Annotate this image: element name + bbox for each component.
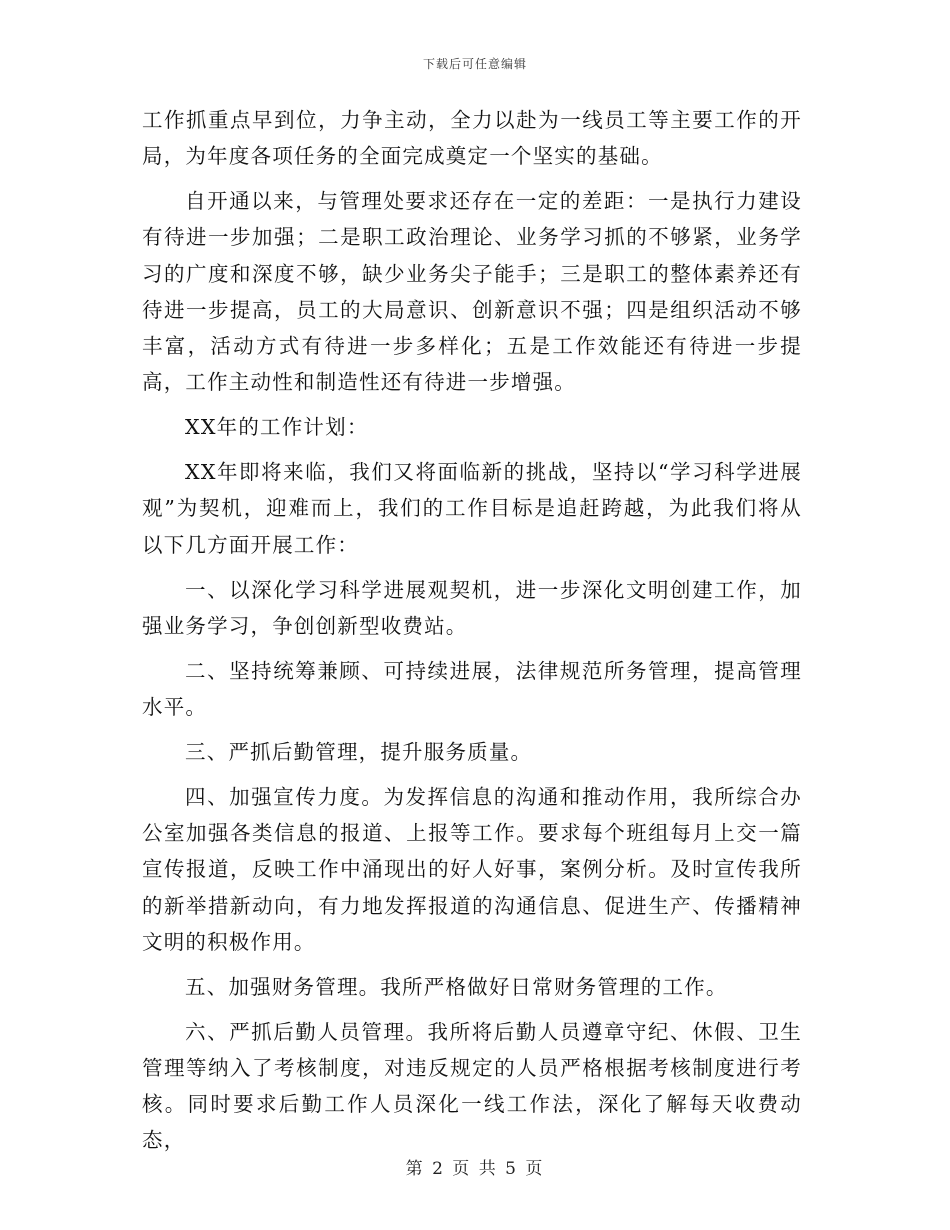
paragraph-10: 六、严抓后勤人员管理。我所将后勤人员遵章守纪、休假、卫生管理等纳入了考核制度，对违反规定的人员严格根据考核制度进行考核。同时要求后勤工作人员深化一线工作法，深化了解每天收费动态，	[142, 1019, 802, 1153]
paragraph-5: 一、以深化学习科学进展观契机，进一步深化文明创建工作，加强业务学习，争创创新型收费站。	[142, 577, 802, 638]
page-header-note: 下载后可任意编辑	[422, 57, 527, 71]
paragraph-3: XX年的工作计划：	[185, 415, 369, 440]
paragraph-2: 自开通以来，与管理处要求还存在一定的差距：一是执行力建设有待进一步加强；二是职工政治理论、业务学习抓的不够紧，业务学习的广度和深度不够，缺少业务尖子能手；三是职工的整体素养还有待进一步提高，员工的大局意识、创新意识不强；四是组织活动不够丰富，活动方式有待进一步多样化；五是工作效能还有待进一步提高，工作主动性和制造性还有待进一步增强。	[142, 189, 802, 395]
paragraph-8: 四、加强宣传力度。为发挥信息的沟通和推动作用，我所综合办公室加强各类信息的报道、上报等工作。要求每个班组每月上交一篇宣传报道，反映工作中涌现出的好人好事，案例分析。及时宣传我所的新举措新动向，有力地发挥报道的沟通信息、促进生产、传播精神文明的积极作用。	[142, 785, 802, 954]
paragraph-1: 工作抓重点早到位，力争主动，全力以赴为一线员工等主要工作的开局，为年度各项任务的全面完成奠定一个坚实的基础。	[142, 108, 802, 169]
document-body	[142, 102, 802, 1167]
paragraph-4: XX年即将来临，我们又将面临新的挑战，坚持以“学习科学进展观”为契机，迎难而上，我们的工作目标是追赶跨越，为此我们将从以下几方面开展工作：	[142, 460, 802, 557]
paragraph-9: 五、加强财务管理。我所严格做好日常财务管理的工作。	[185, 974, 728, 999]
page-number: 第 2 页 共 5 页	[405, 1159, 545, 1179]
paragraph-7: 三、严抓后勤管理，提升服务质量。	[185, 740, 533, 765]
paragraph-6: 二、坚持统筹兼顾、可持续进展，法律规范所务管理，提高管理水平。	[142, 658, 802, 720]
